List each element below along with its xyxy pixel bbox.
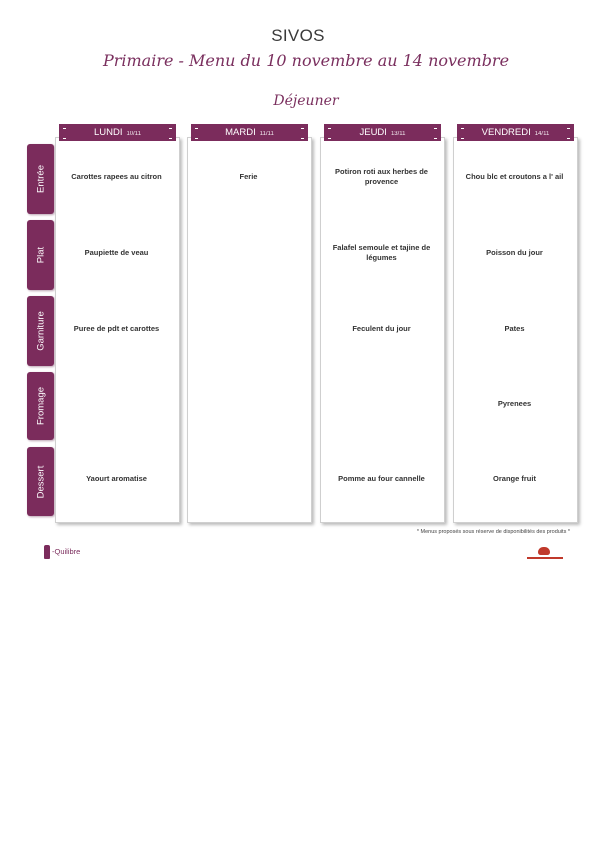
day-name: MARDI xyxy=(225,127,256,138)
row-tab-plat xyxy=(27,220,54,290)
equilibre-logo-text: -Quilibre xyxy=(52,546,81,556)
day-header-vendredi xyxy=(457,124,574,141)
menu-cell-jeudi-entree: Potiron roti aux herbes de provence xyxy=(335,167,428,186)
day-header-jeudi xyxy=(324,124,441,141)
menu-cell-mardi-entree: Ferie xyxy=(239,172,258,181)
day-date: 13/11 xyxy=(390,131,406,137)
row-label: Garniture xyxy=(35,311,46,351)
menu-cell-jeudi-dessert: Pomme au four cannelle xyxy=(338,474,425,483)
row-label: Fromage xyxy=(35,386,46,426)
day-date: 14/11 xyxy=(534,131,550,137)
menu-cell-vendredi-plat: Poisson du jour xyxy=(486,248,543,257)
day-header-mardi xyxy=(191,124,308,141)
row-label: Plat xyxy=(35,246,46,264)
day-column-mardi xyxy=(187,137,312,523)
menu-cell-jeudi-garniture: Feculent du jour xyxy=(352,324,411,333)
day-name: JEUDI xyxy=(359,127,387,138)
caterer-logo-mark-icon xyxy=(538,547,550,555)
menu-cell-lundi-dessert: Yaourt aromatise xyxy=(86,474,147,483)
menu-cell-lundi-plat: Paupiette de veau xyxy=(84,248,149,257)
caterer-logo-bar xyxy=(527,557,563,559)
availability-note: * Menus proposés sous réserve de disponibilités des produits * xyxy=(416,529,570,535)
caterer-logo xyxy=(524,547,566,563)
row-tab-fromage xyxy=(27,372,54,440)
day-date: 10/11 xyxy=(126,131,142,137)
day-header-lundi xyxy=(59,124,176,141)
menu-cell-jeudi-plat: Falafel semoule et tajine de légumes xyxy=(332,243,431,262)
row-label: Entrée xyxy=(35,165,46,193)
menu-subtitle: Primaire - Menu du 10 novembre au 14 novembre xyxy=(102,51,510,70)
menu-cell-vendredi-entree: Chou blc et croutons a l' ail xyxy=(465,172,564,181)
row-tab-dessert xyxy=(27,447,54,516)
menu-cell-vendredi-fromage: Pyrenees xyxy=(497,399,532,408)
day-name: VENDREDI xyxy=(481,127,531,138)
row-tab-entree xyxy=(27,144,54,214)
row-label: Dessert xyxy=(35,465,46,498)
day-date: 11/11 xyxy=(259,131,274,137)
menu-cell-vendredi-dessert: Orange fruit xyxy=(493,474,536,483)
menu-cell-lundi-garniture: Puree de pdt et carottes xyxy=(73,324,160,333)
equilibre-logo xyxy=(44,545,80,559)
day-name: LUNDI xyxy=(93,127,123,138)
chef-hat-icon xyxy=(44,545,50,559)
menu-cell-lundi-entree: Carottes rapees au citron xyxy=(71,172,162,181)
page-title: SIVOS xyxy=(271,26,325,45)
row-tab-garniture xyxy=(27,296,54,366)
meal-title: Déjeuner xyxy=(273,93,339,109)
menu-cell-vendredi-garniture: Pates xyxy=(504,324,525,333)
